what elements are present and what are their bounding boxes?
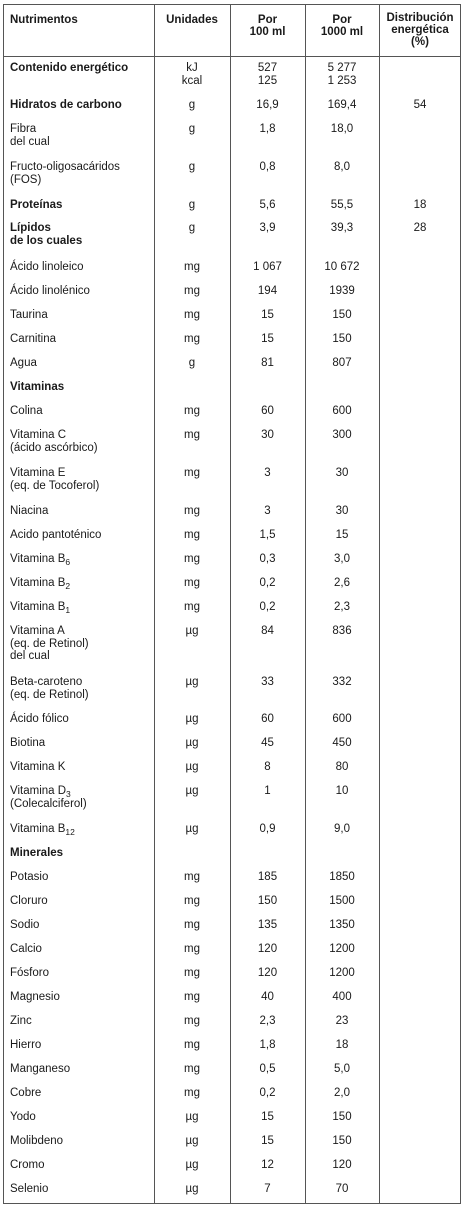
per-100ml-cell: 135 xyxy=(257,919,278,931)
nutrient-name-note: (Colecalciferol) xyxy=(10,797,87,810)
per-100ml-cell: 15 xyxy=(261,333,274,345)
per-1000ml-cell: 15 xyxy=(335,529,349,541)
per-1000ml-cell: 10 672 xyxy=(324,261,360,273)
per-100ml-cell: 1 xyxy=(264,785,271,797)
per-100ml-cell: 194 xyxy=(257,285,278,297)
per-100ml-cell: 0,2 xyxy=(259,601,276,613)
per-1000ml-cell: 5,0 xyxy=(334,1063,350,1075)
nutrient-name: Manganeso xyxy=(10,1063,71,1075)
nutrient-name: Vitamina $D_3$ (Colecalciferol) xyxy=(10,785,87,810)
per-1000ml-cell: 3,0 xyxy=(334,553,350,565)
nutrient-name: Vitamina A (eq. de Retinol) del cual xyxy=(10,625,89,662)
energy-distribution-cell: 18 xyxy=(413,199,427,211)
nutrient-name: Contenido energético xyxy=(10,62,129,74)
per-100ml-cell: 84 xyxy=(261,625,274,637)
per-1000ml-cell: 600 xyxy=(332,713,352,725)
energy-distribution-cell: 28 xyxy=(413,222,427,234)
unit-cell: mg xyxy=(184,1063,200,1075)
nutrient-name: Magnesio xyxy=(10,991,60,1003)
per-1000ml-cell: 2,0 xyxy=(334,1087,350,1099)
unit-cell: g xyxy=(188,222,196,234)
per-100ml-cell: 16,9 xyxy=(256,99,279,111)
per-100ml-cell: 1 067 xyxy=(253,261,282,273)
nutrient-name: Vitamina $B_2$ xyxy=(10,577,71,591)
per-1000ml-cell: 169,4 xyxy=(327,99,357,111)
unit-cell: g xyxy=(188,123,196,135)
per-100ml-cell: 0,3 xyxy=(259,553,276,565)
per-100ml-cell: 3,9 xyxy=(259,222,276,234)
unit-cell: mg xyxy=(184,991,200,1003)
nutrient-name: Agua xyxy=(10,357,37,369)
unit-cell: mg xyxy=(184,871,200,883)
header-energy-distribution: Distribución energética (%) xyxy=(386,12,454,48)
per-1000ml-cell: 18 xyxy=(335,1039,349,1051)
per-100ml-cell: 185 xyxy=(257,871,278,883)
per-100ml-cell: 12 xyxy=(261,1159,274,1171)
nutrient-name: Vitamina $B_{12}$ xyxy=(10,823,75,837)
per-100ml-cell: 0,2 xyxy=(259,1087,276,1099)
unit-cell: mg xyxy=(184,577,200,589)
subscript: 12 xyxy=(65,827,75,837)
per-100ml-cell: 30 xyxy=(261,429,274,441)
per-100ml-cell: 527 125 xyxy=(257,62,278,87)
energy-distribution-cell: 54 xyxy=(413,99,427,111)
per-1000ml-cell: 150 xyxy=(332,333,352,345)
nutrient-name: Minerales xyxy=(10,847,64,859)
unit-cell: mg xyxy=(184,601,200,613)
unit-cell: µg xyxy=(185,713,199,725)
nutrient-name: Hidratos de carbono xyxy=(10,99,122,111)
nutrient-name: Colina xyxy=(10,405,43,417)
per-100ml-cell: 60 xyxy=(261,405,274,417)
per-100ml-cell: 0,5 xyxy=(259,1063,276,1075)
nutrient-name: Cloruro xyxy=(10,895,48,907)
unit-cell: mg xyxy=(184,261,200,273)
unit-cell: mg xyxy=(184,309,200,321)
nutrient-name: Fibra del cual xyxy=(10,123,50,148)
per-1000ml-cell: 332 xyxy=(332,676,352,688)
per-1000ml-cell: 1200 xyxy=(329,967,355,979)
unit-cell: µg xyxy=(185,676,199,688)
unit-cell: mg xyxy=(184,429,200,441)
per-1000ml-cell: 8,0 xyxy=(334,161,350,173)
nutrient-name: Molibdeno xyxy=(10,1135,64,1147)
per-1000ml-cell: 1850 xyxy=(329,871,355,883)
nutrient-name: Ácido linolénico xyxy=(10,285,90,297)
unit-cell: g xyxy=(188,161,196,173)
per-100ml-cell: 0,2 xyxy=(259,577,276,589)
unit-cell: mg xyxy=(184,967,200,979)
nutrient-name: Yodo xyxy=(10,1111,36,1123)
per-1000ml-cell: 150 xyxy=(332,1135,352,1147)
per-1000ml-cell: 23 xyxy=(335,1015,349,1027)
per-100ml-cell: 120 xyxy=(257,943,278,955)
per-100ml-cell: 0,8 xyxy=(259,161,276,173)
unit-cell: g xyxy=(188,357,196,369)
per-1000ml-cell: 2,3 xyxy=(334,601,350,613)
nutrient-name: Carnitina xyxy=(10,333,57,345)
nutrient-name: Zinc xyxy=(10,1015,32,1027)
unit-cell: mg xyxy=(184,943,200,955)
per-100ml-cell: 81 xyxy=(261,357,274,369)
unit-cell: mg xyxy=(184,553,200,565)
nutrient-name: Vitamina $B_6$ xyxy=(10,553,71,567)
per-1000ml-cell: 1200 xyxy=(329,943,355,955)
header-units: Unidades xyxy=(166,14,218,26)
nutrient-name: Biotina xyxy=(10,737,46,749)
per-1000ml-cell: 18,0 xyxy=(330,123,354,135)
per-1000ml-cell: 70 xyxy=(335,1183,349,1195)
unit-cell: µg xyxy=(185,1135,199,1147)
unit-cell: mg xyxy=(184,895,200,907)
per-100ml-cell: 3 xyxy=(264,505,271,517)
per-100ml-cell: 120 xyxy=(257,967,278,979)
header-per-1000ml: Por 1000 ml xyxy=(320,14,364,38)
unit-cell: µg xyxy=(185,1183,199,1195)
nutrient-name: Ácido fólico xyxy=(10,713,69,725)
per-1000ml-cell: 150 xyxy=(332,1111,352,1123)
unit-cell: mg xyxy=(184,919,200,931)
per-1000ml-cell: 120 xyxy=(332,1159,352,1171)
nutrient-name: Taurina xyxy=(10,309,48,321)
per-1000ml-cell: 9,0 xyxy=(334,823,350,835)
per-100ml-cell: 3 xyxy=(264,467,271,479)
unit-cell: µg xyxy=(185,761,199,773)
nutrient-name: Cromo xyxy=(10,1159,45,1171)
unit-cell: µg xyxy=(185,785,199,797)
per-100ml-cell: 1,8 xyxy=(259,1039,276,1051)
unit-cell: µg xyxy=(185,1159,199,1171)
nutrient-name: Potasio xyxy=(10,871,49,883)
unit-cell: mg xyxy=(184,1039,200,1051)
per-1000ml-cell: 1939 xyxy=(329,285,355,297)
per-1000ml-cell: 400 xyxy=(332,991,352,1003)
per-100ml-cell: 15 xyxy=(261,1111,274,1123)
subscript: 2 xyxy=(65,581,71,591)
subscript: 6 xyxy=(65,557,71,567)
per-1000ml-cell: 80 xyxy=(335,761,349,773)
unit-cell: µg xyxy=(185,737,199,749)
nutrient-name: Beta-caroteno (eq. de Retinol) xyxy=(10,676,89,701)
per-1000ml-cell: 600 xyxy=(332,405,352,417)
subscript: 1 xyxy=(65,605,71,615)
nutrient-name: Vitamina K xyxy=(10,761,66,773)
unit-cell: µg xyxy=(185,625,199,637)
per-100ml-cell: 15 xyxy=(261,309,274,321)
per-1000ml-cell: 300 xyxy=(332,429,352,441)
per-1000ml-cell: 55,5 xyxy=(330,199,354,211)
per-1000ml-cell: 150 xyxy=(332,309,352,321)
nutrition-table xyxy=(3,4,461,1204)
per-100ml-cell: 1,5 xyxy=(259,529,276,541)
unit-cell: mg xyxy=(184,333,200,345)
per-1000ml-cell: 1500 xyxy=(329,895,355,907)
unit-cell: mg xyxy=(184,529,200,541)
per-100ml-cell: 150 xyxy=(257,895,278,907)
unit-cell: mg xyxy=(184,405,200,417)
unit-cell: g xyxy=(188,199,196,211)
header-per-100ml: Por 100 ml xyxy=(249,14,286,38)
per-1000ml-cell: 10 xyxy=(335,785,349,797)
unit-cell: g xyxy=(188,99,196,111)
per-1000ml-cell: 30 xyxy=(335,505,349,517)
unit-cell: mg xyxy=(184,1087,200,1099)
per-1000ml-cell: 30 xyxy=(335,467,349,479)
unit-cell: mg xyxy=(184,285,200,297)
unit-cell: µg xyxy=(185,1111,199,1123)
per-100ml-cell: 60 xyxy=(261,713,274,725)
nutrient-name: Calcio xyxy=(10,943,42,955)
nutrient-name: Vitamina C (ácido ascórbico) xyxy=(10,429,98,454)
nutrient-name: Fructo-oligosacáridos (FOS) xyxy=(10,161,120,186)
nutrient-name: Selenio xyxy=(10,1183,49,1195)
subscript: 3 xyxy=(66,789,71,799)
per-100ml-cell: 40 xyxy=(261,991,274,1003)
unit-cell: mg xyxy=(184,505,200,517)
nutrient-name: Lípidos de los cuales xyxy=(10,222,83,247)
unit-cell: µg xyxy=(185,823,199,835)
per-1000ml-cell: 450 xyxy=(332,737,352,749)
per-100ml-cell: 2,3 xyxy=(259,1015,276,1027)
unit-cell: mg xyxy=(184,467,200,479)
nutrient-name: Sodio xyxy=(10,919,40,931)
header-divider xyxy=(4,56,460,57)
nutrient-name: Ácido linoleico xyxy=(10,261,84,273)
nutrient-name: Hierro xyxy=(10,1039,42,1051)
per-1000ml-cell: 5 277 1 253 xyxy=(327,62,357,87)
nutrient-name: Vitamina E (eq. de Tocoferol) xyxy=(10,467,100,492)
nutrient-name: Proteínas xyxy=(10,199,63,211)
nutrient-name: Acido pantoténico xyxy=(10,529,102,541)
per-1000ml-cell: 39,3 xyxy=(330,222,354,234)
per-100ml-cell: 8 xyxy=(264,761,271,773)
per-1000ml-cell: 1350 xyxy=(329,919,355,931)
per-100ml-cell: 0,9 xyxy=(259,823,276,835)
per-100ml-cell: 33 xyxy=(261,676,274,688)
per-100ml-cell: 45 xyxy=(261,737,274,749)
per-1000ml-cell: 807 xyxy=(332,357,352,369)
nutrient-name: Fósforo xyxy=(10,967,49,979)
per-100ml-cell: 5,6 xyxy=(259,199,276,211)
nutrient-name: Vitaminas xyxy=(10,381,65,393)
nutrient-name: Niacina xyxy=(10,505,49,517)
unit-cell: mg xyxy=(184,1015,200,1027)
nutrient-name: Cobre xyxy=(10,1087,42,1099)
unit-cell: kJ kcal xyxy=(181,62,203,87)
per-100ml-cell: 1,8 xyxy=(259,123,276,135)
header-nutrient: Nutrimentos xyxy=(10,14,78,26)
per-1000ml-cell: 2,6 xyxy=(334,577,350,589)
per-1000ml-cell: 836 xyxy=(332,625,352,637)
column-divider xyxy=(379,5,380,1203)
per-100ml-cell: 15 xyxy=(261,1135,274,1147)
nutrient-name: Vitamina $B_1$ xyxy=(10,601,71,615)
per-100ml-cell: 7 xyxy=(264,1183,271,1195)
